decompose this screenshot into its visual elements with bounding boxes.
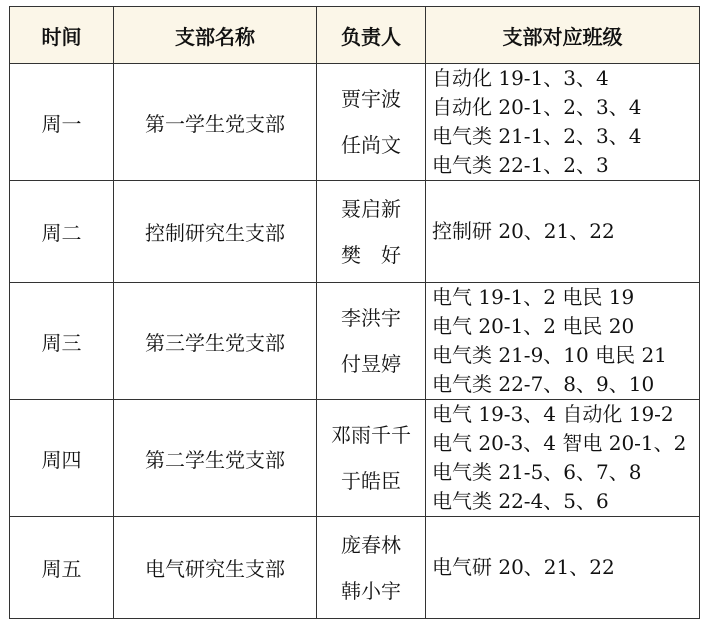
day-cell: 周四	[10, 400, 114, 517]
class-line: 电气类 21-9、10 电民 21	[432, 343, 667, 367]
leader-name: 任尚文	[341, 133, 401, 157]
day-cell: 周一	[10, 64, 114, 181]
class-line: 电气类 21-1、2、3、4	[432, 124, 642, 148]
day-cell: 周五	[10, 517, 114, 619]
leader-name: 邓雨千千	[331, 423, 411, 447]
class-line: 电气 19-3、4 自动化 19-2	[432, 402, 674, 426]
leader-cell	[317, 517, 426, 619]
branch-cell: 电气研究生支部	[114, 517, 317, 619]
branch-cell: 第一学生党支部	[114, 64, 317, 181]
day-cell: 周三	[10, 283, 114, 400]
leader-name: 付昱婷	[341, 352, 401, 376]
leader-cell	[317, 283, 426, 400]
branch-cell: 第二学生党支部	[114, 400, 317, 517]
leader-cell	[317, 400, 426, 517]
schedule-table	[9, 6, 700, 619]
leader-name: 于皓臣	[341, 469, 401, 493]
class-line: 电气类 21-5、6、7、8	[432, 460, 642, 484]
leader-name: 聂启新	[341, 196, 401, 221]
day-cell: 周二	[10, 181, 114, 283]
table-row	[10, 283, 700, 400]
class-line: 电气类 22-7、8、9、10	[432, 372, 655, 396]
classes-cell	[426, 181, 700, 283]
header-row	[10, 7, 700, 64]
header-classes: 支部对应班级	[426, 7, 700, 64]
class-line: 电气类 22-1、2、3	[432, 153, 609, 177]
branch-cell: 第三学生党支部	[114, 283, 317, 400]
branch-cell: 控制研究生支部	[114, 181, 317, 283]
classes-cell	[426, 64, 700, 181]
class-line: 电气 20-1、2 电民 20	[432, 314, 635, 338]
leader-name: 韩小宇	[341, 578, 401, 603]
class-line: 自动化 19-1、3、4	[432, 66, 609, 90]
class-line: 电气 20-3、4 智电 20-1、2	[432, 431, 687, 455]
header-time: 时间	[10, 7, 114, 64]
class-line: 电气类 22-4、5、6	[432, 489, 609, 513]
leader-cell	[317, 181, 426, 283]
leader-cell	[317, 64, 426, 181]
table-row	[10, 400, 700, 517]
table-row	[10, 517, 700, 619]
table-row	[10, 64, 700, 181]
leader-name: 庞春林	[341, 532, 401, 557]
header-branch-name: 支部名称	[114, 7, 317, 64]
class-line: 控制研 20、21、22	[432, 219, 615, 243]
leader-name: 李洪宇	[341, 306, 401, 330]
class-line: 电气研 20、21、22	[432, 555, 615, 579]
header-leader: 负责人	[317, 7, 426, 64]
classes-cell	[426, 283, 700, 400]
classes-cell	[426, 517, 700, 619]
table-row	[10, 181, 700, 283]
leader-name: 贾宇波	[341, 87, 401, 111]
class-line: 自动化 20-1、2、3、4	[432, 95, 642, 119]
classes-cell	[426, 400, 700, 517]
leader-name: 樊 好	[341, 242, 401, 267]
class-line: 电气 19-1、2 电民 19	[432, 285, 635, 309]
